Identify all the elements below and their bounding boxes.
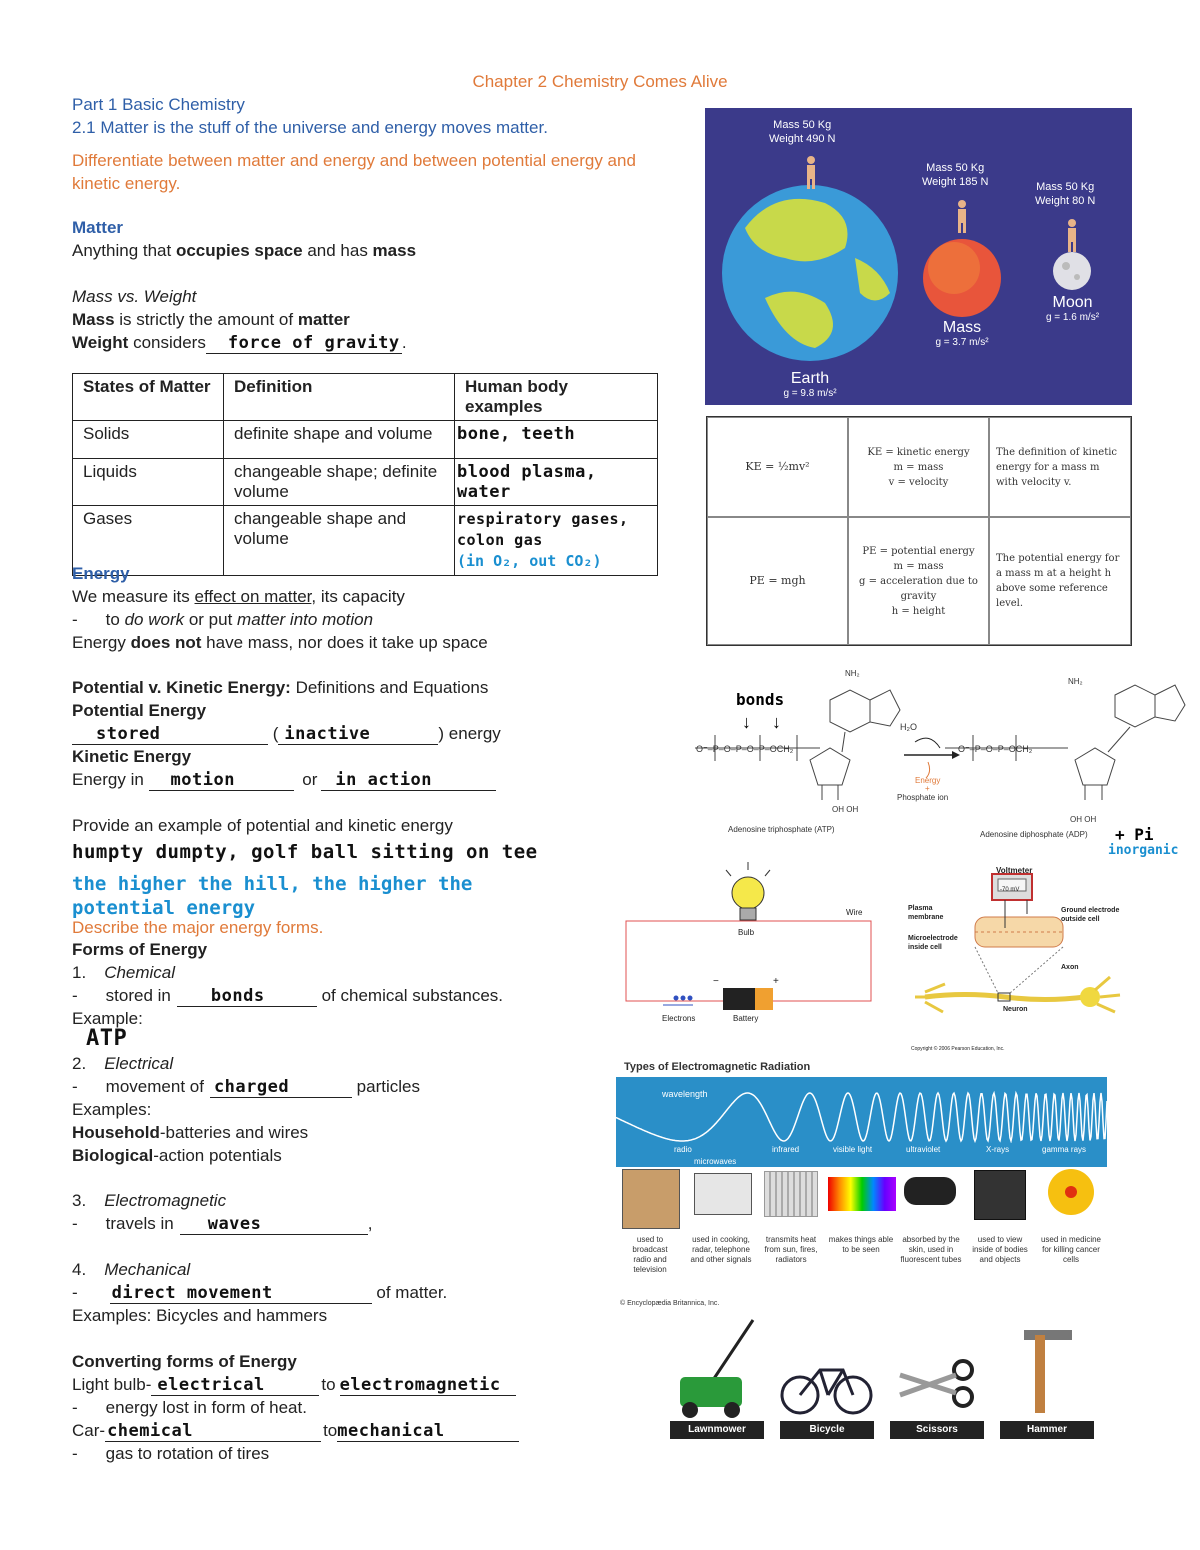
energy-line-1: We measure its effect on matter, its capacity bbox=[72, 587, 405, 606]
matter-heading: Matter bbox=[72, 218, 124, 237]
form-4-title: 4. Mechanical bbox=[72, 1260, 191, 1279]
britannica-credit: © Encyclopædia Britannica, Inc. bbox=[620, 1300, 720, 1307]
form-4-line: - direct movement of matter. bbox=[72, 1283, 448, 1303]
table-cell: bone, teeth bbox=[455, 421, 658, 459]
ke-heading: Kinetic Energy bbox=[72, 747, 192, 766]
table-cell: Liquids bbox=[73, 459, 224, 506]
use-xrays: used to view inside of bodies and objects bbox=[972, 1235, 1028, 1264]
objective-2: Describe the major energy forms. bbox=[72, 918, 324, 937]
form-3-title: 3. Electromagnetic bbox=[72, 1191, 227, 1210]
neuron-voltmeter-diagram bbox=[905, 862, 1135, 1057]
phosphate-label: Phosphate ion bbox=[897, 793, 949, 802]
energy-label: Energy bbox=[915, 776, 941, 785]
bulb-answer-2: electromagnetic bbox=[339, 1375, 501, 1395]
converting-heading: Converting forms of Energy bbox=[72, 1352, 297, 1371]
neuron-svg bbox=[905, 862, 1135, 1057]
lawnmower-icon bbox=[680, 1320, 753, 1418]
band-microwaves: microwaves bbox=[694, 1157, 737, 1166]
circuit-svg bbox=[618, 858, 883, 1028]
earth-mass-label: Mass 50 Kg Weight 490 N bbox=[769, 119, 836, 145]
gases-example: respiratory gases, colon gas bbox=[457, 510, 629, 549]
mars-mass-label: Mass 50 Kg Weight 185 N bbox=[922, 162, 989, 188]
ke-answer-1: motion bbox=[170, 770, 235, 790]
tool-label-scissors: Scissors bbox=[890, 1421, 984, 1439]
use-ultraviolet: absorbed by the skin, used in fluorescent tubes bbox=[900, 1235, 962, 1264]
table-row bbox=[73, 506, 658, 576]
band-xrays: X-rays bbox=[986, 1145, 1010, 1154]
scissors-icon bbox=[900, 1361, 972, 1406]
atp-label: Adenosine triphosphate (ATP) bbox=[728, 825, 835, 834]
earth-label: Earth g = 9.8 m/s² bbox=[783, 370, 837, 399]
weight-answer: force of gravity bbox=[227, 333, 400, 353]
form-1-example-label: Example: bbox=[72, 1009, 143, 1028]
circuit-diagram bbox=[618, 858, 883, 1028]
pe-equation: PE = mgh bbox=[707, 517, 848, 645]
mass-definition: Mass is strictly the amount of matter bbox=[72, 310, 350, 329]
radiation-icon bbox=[1048, 1169, 1094, 1215]
radiator-icon bbox=[764, 1171, 818, 1217]
person-icon bbox=[807, 156, 815, 189]
adp-nh2-label: NH₂ bbox=[1068, 677, 1083, 686]
svg-text:+: + bbox=[925, 784, 930, 793]
band-visible: visible light bbox=[833, 1145, 873, 1154]
rainbow-icon bbox=[828, 1177, 896, 1211]
moon-mass-label: Mass 50 Kg Weight 80 N bbox=[1035, 181, 1096, 207]
example-answer-2a: the higher the hill, the higher the bbox=[72, 873, 473, 895]
example-answer-2b: potential energy bbox=[72, 897, 256, 919]
minus-sign: − bbox=[713, 976, 719, 987]
energy-line-3: Energy does not have mass, nor does it take up space bbox=[72, 633, 488, 652]
form-1-line: - stored in bonds of chemical substances. bbox=[72, 986, 504, 1006]
matter-definition: Anything that occupies space and has mass bbox=[72, 241, 417, 260]
form-4-examples: Examples: Bicycles and hammers bbox=[72, 1306, 328, 1325]
form-1-title: 1. Chemical bbox=[72, 963, 176, 982]
water-label: H₂O bbox=[900, 722, 917, 732]
energy-equations-table bbox=[706, 416, 1132, 646]
svg-text:O⁻–P–O–P–OCH₂: O⁻–P–O–P–OCH₂ bbox=[958, 744, 1033, 754]
converting-car-note: - gas to rotation of tires bbox=[72, 1444, 270, 1463]
tv-radio-icon bbox=[622, 1169, 680, 1229]
use-infrared: transmits heat from sun, fires, radiators bbox=[764, 1235, 818, 1264]
plus-sign: + bbox=[773, 976, 779, 987]
ground-electrode-label: Ground electrode outside cell bbox=[1061, 907, 1120, 923]
form-2-examples-label: Examples: bbox=[72, 1100, 152, 1119]
form-1-answer: bonds bbox=[210, 986, 265, 1006]
converting-bulb-note: - energy lost in form of heat. bbox=[72, 1398, 307, 1417]
tool-label-bicycle: Bicycle bbox=[780, 1421, 874, 1439]
axon-label: Axon bbox=[1061, 964, 1079, 971]
atp-oh-label: OH OH bbox=[832, 805, 859, 814]
ke-description: The definition of kinetic energy for a mass m with velocity v. bbox=[989, 417, 1131, 517]
tool-label-hammer: Hammer bbox=[1000, 1421, 1094, 1439]
wavelength-label: wavelength bbox=[662, 1089, 708, 1099]
converting-car: Car- chemical tomechanical bbox=[72, 1421, 519, 1442]
form-2-example-1: Household-batteries and wires bbox=[72, 1123, 309, 1142]
table-cell: Solids bbox=[73, 421, 224, 459]
section-heading: 2.1 Matter is the stuff of the universe and energy moves matter. bbox=[72, 118, 548, 137]
battery-label: Battery bbox=[733, 1014, 759, 1023]
table-cell: definite shape and volume bbox=[224, 421, 455, 459]
person-icon bbox=[1068, 219, 1076, 252]
pk-heading: Potential v. Kinetic Energy: Definitions and Equations bbox=[72, 678, 489, 697]
voltmeter-reading: -70 mV bbox=[1000, 887, 1020, 893]
table-header: Human body examples bbox=[455, 374, 658, 421]
bulb-label: Bulb bbox=[738, 928, 755, 937]
bonds-note: bonds bbox=[736, 690, 785, 709]
use-radio: used to broadcast radio and television bbox=[632, 1235, 668, 1274]
mass-vs-weight: Mass vs. Weight bbox=[72, 287, 197, 306]
mars-label: Mass g = 3.7 m/s² bbox=[935, 319, 989, 348]
moon-label: Moon g = 1.6 m/s² bbox=[1045, 294, 1100, 323]
chapter-title: Chapter 2 Chemistry Comes Alive bbox=[472, 72, 728, 91]
mechanical-tools-figure bbox=[668, 1315, 1098, 1440]
objective-1: Differentiate between matter and energy and between potential energy and kinetic energy. bbox=[72, 151, 636, 193]
form-4-answer: direct movement bbox=[111, 1283, 273, 1303]
table-cell: changeable shape; definite volume bbox=[224, 459, 455, 506]
ke-line: Energy in motion or in action bbox=[72, 770, 496, 791]
use-microwaves: used in cooking, radar, telephone and other signals bbox=[690, 1235, 752, 1264]
wire-label: Wire bbox=[846, 908, 863, 917]
band-gamma: gamma rays bbox=[1042, 1145, 1087, 1154]
form-3-answer: waves bbox=[207, 1214, 262, 1234]
use-visible: makes things able to be seen bbox=[828, 1235, 894, 1254]
em-spectrum-figure bbox=[616, 1077, 1107, 1297]
band-radio: radio bbox=[674, 1145, 692, 1154]
adp-label: Adenosine diphosphate (ADP) bbox=[980, 830, 1088, 839]
pearson-copyright: Copyright © 2006 Pearson Education, Inc. bbox=[911, 1046, 1005, 1052]
moon bbox=[1053, 252, 1091, 290]
plasma-membrane-label: Plasma membrane bbox=[908, 905, 944, 921]
person-icon bbox=[958, 200, 966, 233]
form-2-answer: charged bbox=[213, 1077, 290, 1097]
atp-hydrolysis-diagram bbox=[690, 660, 1190, 840]
svg-text:↓: ↓ bbox=[742, 712, 751, 732]
em-title: Types of Electromagnetic Radiation bbox=[624, 1061, 811, 1073]
battery-icon bbox=[723, 988, 755, 1010]
energy-heading: Energy bbox=[72, 564, 130, 583]
pe-line: stored ( inactive ) energy bbox=[72, 724, 501, 745]
pe-heading: Potential Energy bbox=[72, 701, 207, 720]
atp-svg bbox=[690, 660, 1190, 840]
use-gamma: used in medicine for killing cancer cells bbox=[1040, 1235, 1102, 1264]
pe-answer-1: stored bbox=[96, 724, 161, 744]
hammer-icon bbox=[1024, 1330, 1072, 1413]
band-ultraviolet: ultraviolet bbox=[906, 1145, 941, 1154]
gravity-planets-figure bbox=[705, 108, 1132, 405]
voltmeter-label: Voltmeter bbox=[996, 866, 1033, 875]
car-answer-1: chemical bbox=[107, 1421, 193, 1441]
atp-nh2-label: NH₂ bbox=[845, 669, 860, 678]
table-cell: changeable shape and volume bbox=[224, 506, 455, 576]
pe-description: The potential energy for a mass m at a height h above some reference level. bbox=[989, 517, 1131, 645]
example-prompt: Provide an example of potential and kinetic energy bbox=[72, 816, 453, 835]
svg-text:O⁻–P–O–P–O–P–OCH₂: O⁻–P–O–P–O–P–OCH₂ bbox=[696, 744, 794, 754]
band-infrared: infrared bbox=[772, 1145, 800, 1154]
energy-line-2: - to do work or put matter into motion bbox=[72, 610, 374, 629]
weight-definition: Weight considers force of gravity . bbox=[72, 333, 407, 353]
gases-example-note: (in O₂, out CO₂) bbox=[457, 552, 602, 570]
form-2-title: 2. Electrical bbox=[72, 1054, 174, 1073]
table-header-row bbox=[73, 374, 658, 421]
car-answer-2: mechanical bbox=[337, 1421, 445, 1441]
neuron-label: Neuron bbox=[1003, 1006, 1028, 1013]
table-cell: Gases bbox=[73, 506, 224, 576]
table-row bbox=[73, 459, 658, 506]
microwave-icon bbox=[694, 1173, 752, 1215]
table-cell: blood plasma, water bbox=[455, 459, 658, 506]
form-3-line: - travels in waves , bbox=[72, 1214, 373, 1234]
planets-svg bbox=[705, 108, 1132, 405]
bicycle-icon bbox=[782, 1370, 871, 1413]
part-heading: Part 1 Basic Chemistry bbox=[72, 95, 245, 114]
pe-answer-2: inactive bbox=[284, 724, 371, 744]
forms-heading: Forms of Energy bbox=[72, 940, 208, 959]
em-lower-band bbox=[616, 1147, 1107, 1297]
pe-variables: PE = potential energy m = mass g = acceleration due to gravity h = height bbox=[848, 517, 989, 645]
svg-text:↓: ↓ bbox=[772, 712, 781, 732]
form-2-line: - movement of charged particles bbox=[72, 1077, 420, 1097]
ke-equation: KE = ½mv² bbox=[707, 417, 848, 517]
form-1-example-answer: ATP bbox=[86, 1026, 128, 1051]
ke-answer-2: in action bbox=[335, 770, 433, 790]
inorganic-note: inorganic bbox=[1108, 843, 1179, 858]
electrons-label: Electrons bbox=[662, 1014, 696, 1023]
table-cell bbox=[455, 506, 658, 576]
bulb-answer-1: electrical bbox=[157, 1375, 265, 1395]
adp-oh-label: OH OH bbox=[1070, 815, 1097, 824]
table-header: States of Matter bbox=[73, 374, 224, 421]
bulb-icon bbox=[732, 877, 764, 909]
xray-icon bbox=[974, 1170, 1026, 1220]
tool-label-lawnmower: Lawnmower bbox=[670, 1421, 764, 1439]
table-header: Definition bbox=[224, 374, 455, 421]
states-of-matter-table bbox=[72, 373, 658, 576]
converting-bulb: Light bulb- electrical to electromagnetic bbox=[72, 1375, 516, 1396]
sunglasses-icon bbox=[904, 1177, 956, 1205]
microelectrode-label: Microelectrode inside cell bbox=[908, 935, 958, 951]
pi-note: + Pi bbox=[1115, 825, 1154, 840]
form-2-example-2: Biological-action potentials bbox=[72, 1146, 282, 1165]
table-row bbox=[73, 421, 658, 459]
example-answer-1: humpty dumpty, golf ball sitting on tee bbox=[72, 841, 538, 863]
ke-variables: KE = kinetic energy m = mass v = velocity bbox=[848, 417, 989, 517]
